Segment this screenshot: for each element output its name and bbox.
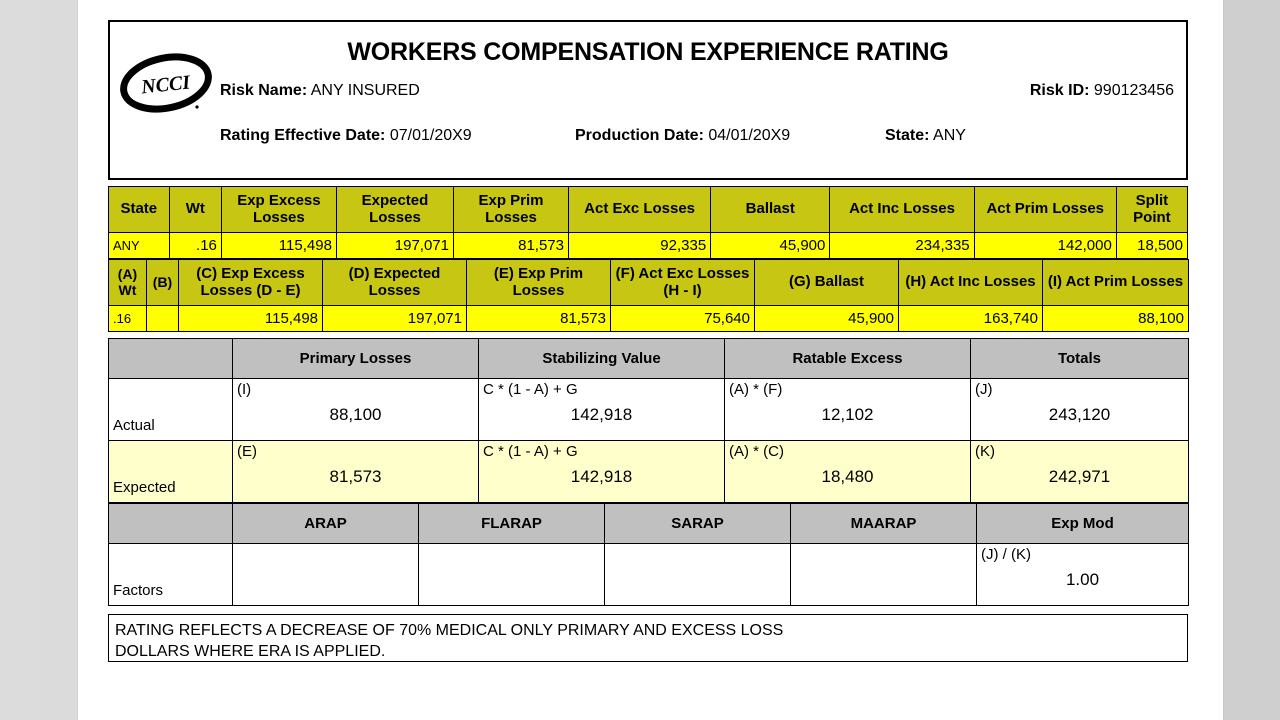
formula-text: (J) <box>975 381 993 398</box>
table1-data-cell: 197,071 <box>336 233 453 259</box>
table3-expected-row <box>109 441 1189 503</box>
losses-breakdown-table <box>108 338 1189 503</box>
amount-value: 242,971 <box>1048 466 1111 486</box>
formula-text: (A) * (F) <box>729 381 783 398</box>
experience-summary-table <box>108 186 1188 259</box>
table1-header-row <box>109 187 1188 233</box>
table3-cell-expected-primary <box>233 441 479 503</box>
table2-header-cell: (H) Act Inc Losses <box>899 260 1043 306</box>
table1-header-cell: Act Prim Losses <box>974 187 1116 233</box>
amount-value: 12,102 <box>821 404 874 424</box>
table3-header-row <box>109 339 1189 379</box>
table2-data-cell: 45,900 <box>755 306 899 332</box>
formula-text: (I) <box>237 381 252 398</box>
table3-cell-expected-ratable <box>725 441 971 503</box>
table1-data-cell: 142,000 <box>974 233 1116 259</box>
table2-data-cell: 81,573 <box>467 306 611 332</box>
amount-value: 18,480 <box>821 466 874 486</box>
formula-text: (K) <box>975 443 995 460</box>
table3-cell-actual-stabilizing <box>479 379 725 441</box>
production-date-field <box>575 127 790 145</box>
table3-row-label-expected: Expected <box>109 441 233 503</box>
table2-data-cell: 197,071 <box>323 306 467 332</box>
table1-data-cell: 45,900 <box>711 233 830 259</box>
factors-header-cell-sarap: SARAP <box>605 504 791 544</box>
formula-text: (E) <box>237 443 257 460</box>
table2-header-cell: (B) <box>147 260 179 306</box>
amount-value: 142,918 <box>570 466 633 486</box>
amount-value: 243,120 <box>1048 404 1111 424</box>
table2-header-cell: (A) Wt <box>109 260 147 306</box>
amount-value: 88,100 <box>329 404 382 424</box>
risk-id-field <box>1030 82 1174 100</box>
table2-data-cell: 75,640 <box>611 306 755 332</box>
amount-value: 81,573 <box>329 466 382 486</box>
rating-effective-date-label: Rating Effective Date: <box>220 127 386 144</box>
rating-note <box>108 614 1188 662</box>
table1-data-cell: 92,335 <box>569 233 711 259</box>
factors-header-cell-maarap: MAARAP <box>791 504 977 544</box>
svg-text:NCCI: NCCI <box>140 71 192 99</box>
table2-data-cell: .16 <box>109 306 147 332</box>
factors-table <box>108 503 1189 606</box>
state-label: State: <box>885 127 930 144</box>
rating-effective-date-field <box>220 127 472 145</box>
table2-data-cell: 88,100 <box>1043 306 1189 332</box>
rating-note-line-2: DOLLARS WHERE ERA IS APPLIED. <box>115 642 386 660</box>
factors-cell-flarap <box>419 544 605 606</box>
table2-data-row <box>109 306 1189 332</box>
risk-name-label: Risk Name: <box>220 82 308 99</box>
report-sheet <box>108 20 1188 662</box>
table1-data-row <box>109 233 1188 259</box>
page-title: WORKERS COMPENSATION EXPERIENCE RATING <box>347 38 949 66</box>
formula-text: (A) * (C) <box>729 443 784 460</box>
factors-data-row <box>109 544 1189 606</box>
rating-note-line-1: RATING REFLECTS A DECREASE OF 70% MEDICAL ONLY PRIMARY AND EXCESS LOSS <box>115 622 784 639</box>
table1-data-cell: .16 <box>169 233 221 259</box>
rating-effective-date-value: 07/01/20X9 <box>389 127 472 144</box>
factors-cell-arap <box>233 544 419 606</box>
factors-cell-maarap <box>791 544 977 606</box>
factors-header-cell-arap: ARAP <box>233 504 419 544</box>
table2-header-cell: (G) Ballast <box>755 260 899 306</box>
table3-header-cell-totals: Totals <box>971 339 1189 379</box>
table1-header-cell: Act Inc Losses <box>830 187 974 233</box>
table1-header-cell: Ballast <box>711 187 830 233</box>
table3-cell-actual-primary <box>233 379 479 441</box>
table1-header-cell: Exp Prim Losses <box>454 187 569 233</box>
table3-cell-expected-stabilizing <box>479 441 725 503</box>
factors-cell-exp-mod <box>977 544 1189 606</box>
table3-actual-row <box>109 379 1189 441</box>
factors-row-label: Factors <box>109 544 233 606</box>
table3-cell-actual-totals <box>971 379 1189 441</box>
table1-header-cell: Exp Excess Losses <box>221 187 336 233</box>
table2-data-cell: 163,740 <box>899 306 1043 332</box>
table1-header-cell: State <box>109 187 170 233</box>
state-field <box>885 127 966 145</box>
table2-data-cell <box>147 306 179 332</box>
risk-id-label: Risk ID: <box>1029 82 1090 99</box>
formula-text: (J) / (K) <box>981 546 1031 563</box>
production-date-label: Production Date: <box>575 127 704 144</box>
table1-header-cell: Split Point <box>1116 187 1187 233</box>
table3-cell-expected-totals <box>971 441 1189 503</box>
risk-name-value: ANY INSURED <box>310 82 420 99</box>
formula-text: C * (1 - A) + G <box>483 443 578 460</box>
table3-header-cell-blank <box>109 339 233 379</box>
amount-value <box>791 547 976 555</box>
table2-header-cell: (D) Expected Losses <box>323 260 467 306</box>
report-header <box>108 20 1188 180</box>
table2-header-cell: (C) Exp Excess Losses (D - E) <box>179 260 323 306</box>
risk-id-value: 990123456 <box>1093 82 1174 99</box>
amount-value: 1.00 <box>1065 569 1100 589</box>
amount-value <box>419 547 604 555</box>
experience-rating-formula-table <box>108 259 1189 332</box>
table1-header-cell: Wt <box>169 187 221 233</box>
table1-data-cell: 18,500 <box>1116 233 1187 259</box>
table1-data-cell: 81,573 <box>454 233 569 259</box>
state-value: ANY <box>933 127 966 144</box>
amount-value <box>233 547 418 555</box>
factors-cell-sarap <box>605 544 791 606</box>
table3-header-cell-stabilizing-value: Stabilizing Value <box>479 339 725 379</box>
factors-header-cell-blank <box>109 504 233 544</box>
document-page <box>78 0 1223 720</box>
table3-row-label-actual: Actual <box>109 379 233 441</box>
table2-header-cell: (F) Act Exc Losses (H - I) <box>611 260 755 306</box>
table1-header-cell: Expected Losses <box>336 187 453 233</box>
production-date-value: 04/01/20X9 <box>708 127 791 144</box>
table1-data-cell: 234,335 <box>830 233 974 259</box>
factors-header-cell-exp-mod: Exp Mod <box>977 504 1189 544</box>
table2-header-cell: (I) Act Prim Losses <box>1043 260 1189 306</box>
table1-data-cell: ANY <box>109 233 170 259</box>
formula-text: C * (1 - A) + G <box>483 381 578 398</box>
risk-name-field <box>220 82 420 100</box>
factors-header-cell-flarap: FLARAP <box>419 504 605 544</box>
table1-data-cell: 115,498 <box>221 233 336 259</box>
amount-value: 142,918 <box>570 404 633 424</box>
amount-value <box>605 547 790 555</box>
table3-header-cell-primary-losses: Primary Losses <box>233 339 479 379</box>
table2-data-cell: 115,498 <box>179 306 323 332</box>
table2-header-cell: (E) Exp Prim Losses <box>467 260 611 306</box>
factors-header-row <box>109 504 1189 544</box>
table1-header-cell: Act Exc Losses <box>569 187 711 233</box>
table2-header-row <box>109 260 1189 306</box>
table3-cell-actual-ratable <box>725 379 971 441</box>
table3-header-cell-ratable-excess: Ratable Excess <box>725 339 971 379</box>
